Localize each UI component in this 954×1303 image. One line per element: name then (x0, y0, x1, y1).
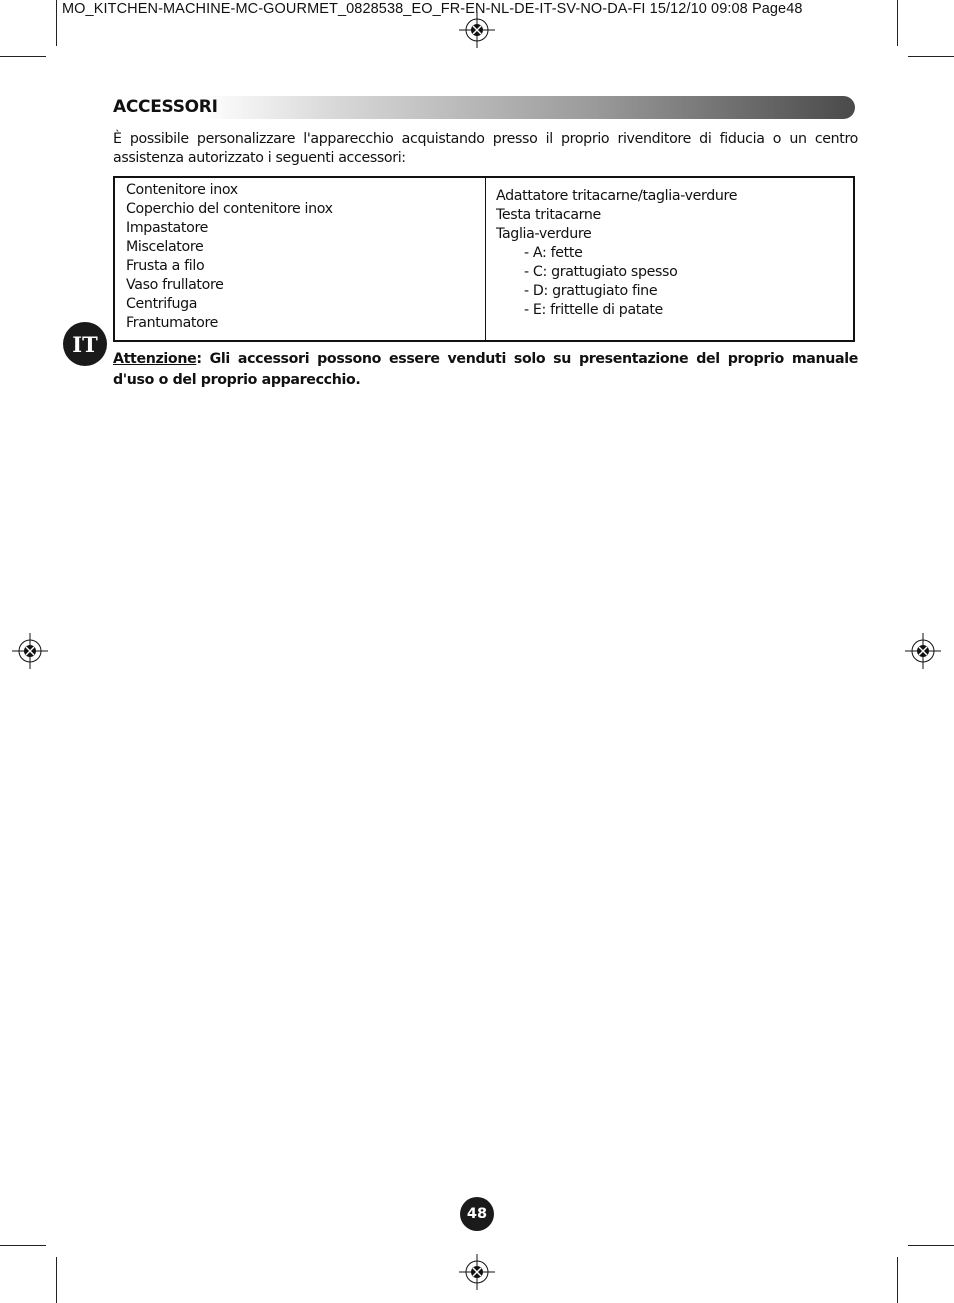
accessory-item: Testa tritacarne (496, 207, 601, 223)
accessory-item: Taglia-verdure (496, 226, 592, 242)
registration-mark-icon (459, 12, 495, 48)
warning-label: Attenzione (113, 351, 197, 367)
crop-mark-bottom-left-vertical (56, 1257, 57, 1303)
accessories-left-column (115, 178, 486, 340)
registration-mark-icon (459, 1254, 495, 1290)
accessory-item: Centrifuga (126, 296, 198, 312)
section-title: ACCESSORI (113, 97, 218, 117)
accessories-right-column (486, 178, 853, 340)
accessory-sub-item: - D: grattugiato fine (524, 283, 658, 299)
page-number-badge: 48 (460, 1197, 494, 1231)
crop-mark-bottom-right-horizontal (908, 1245, 954, 1246)
warning-separator: : (196, 351, 210, 367)
accessories-table (113, 176, 855, 342)
warning-text: Gli accessori possono essere venduti solo su presentazione del proprio manuale d'uso o del proprio apparecchio. (113, 351, 858, 388)
accessory-sub-item: - E: frittelle di patate (524, 302, 663, 318)
crop-mark-top-left-vertical (56, 0, 57, 46)
intro-paragraph: È possibile personalizzare l'apparecchio acquistando presso il proprio rivenditore di fiducia o un centro assistenza autorizzato i seguenti accessori: (113, 131, 858, 166)
accessory-item: Coperchio del contenitore inox (126, 201, 333, 217)
registration-mark-icon (12, 633, 48, 669)
print-slug-line: MO_KITCHEN-MACHINE-MC-GOURMET_0828538_EO_FR-EN-NL-DE-IT-SV-NO-DA-FI 15/12/10 09:08 Page48 (62, 1, 803, 17)
crop-mark-bottom-right-vertical (897, 1257, 898, 1303)
accessory-sub-item: - A: fette (524, 245, 583, 261)
accessory-item: Impastatore (126, 220, 208, 236)
accessory-sub-item: - C: grattugiato spesso (524, 264, 678, 280)
crop-mark-top-left-horizontal (0, 56, 46, 57)
accessory-item: Frantumatore (126, 315, 219, 331)
crop-mark-top-right-vertical (897, 0, 898, 46)
crop-mark-bottom-left-horizontal (0, 1245, 46, 1246)
language-badge: IT (63, 322, 107, 366)
accessory-item: Frusta a filo (126, 258, 205, 274)
crop-mark-top-right-horizontal (908, 56, 954, 57)
accessory-item: Contenitore inox (126, 182, 238, 198)
section-header-bar (112, 96, 855, 119)
accessory-item: Miscelatore (126, 239, 204, 255)
accessory-item: Adattatore tritacarne/taglia-verdure (496, 188, 738, 204)
warning-note (113, 349, 858, 391)
registration-mark-icon (905, 633, 941, 669)
accessory-item: Vaso frullatore (126, 277, 224, 293)
